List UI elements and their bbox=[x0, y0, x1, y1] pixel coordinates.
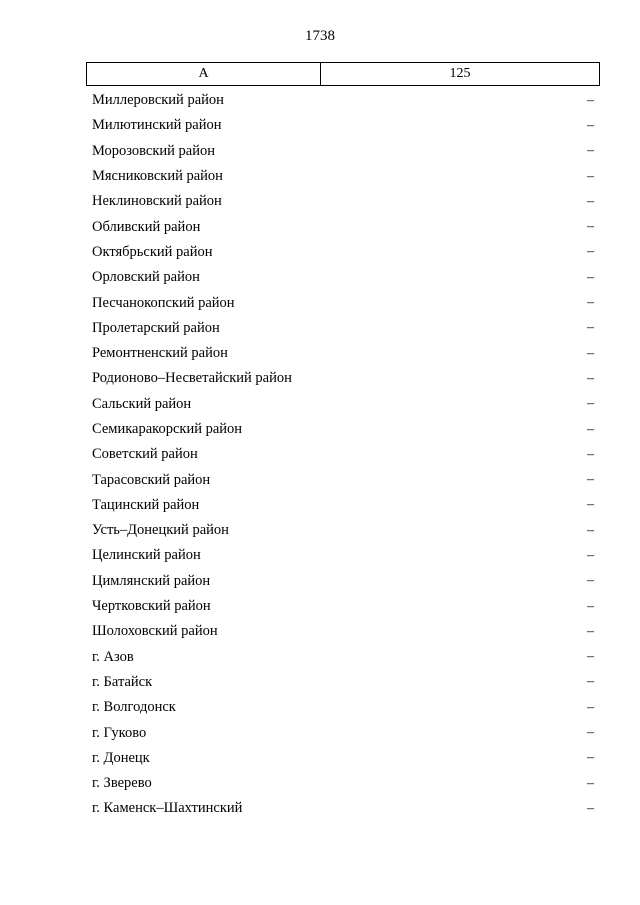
row-value: – bbox=[587, 699, 594, 715]
table-row bbox=[86, 240, 600, 265]
row-value: – bbox=[587, 244, 594, 260]
row-value: – bbox=[587, 117, 594, 133]
row-value: – bbox=[587, 92, 594, 108]
row-name: Семикаракорский район bbox=[92, 421, 243, 437]
row-value: – bbox=[587, 168, 594, 184]
row-name: Обливский район bbox=[92, 218, 201, 235]
row-value: – bbox=[587, 143, 594, 159]
row-name: г. Волгодонск bbox=[92, 699, 176, 716]
row-name: Усть–Донецкий район bbox=[92, 522, 229, 539]
row-value: – bbox=[587, 649, 594, 665]
row-value: – bbox=[587, 370, 594, 386]
table-row bbox=[86, 543, 600, 568]
table-row bbox=[86, 214, 600, 239]
row-name: Ремонтненский район bbox=[92, 345, 228, 362]
row-value: – bbox=[587, 674, 594, 690]
row-value: – bbox=[587, 623, 594, 639]
row-value: – bbox=[587, 396, 594, 412]
table-row bbox=[86, 670, 600, 695]
row-value: – bbox=[587, 295, 594, 311]
table-row bbox=[86, 695, 600, 720]
row-value: – bbox=[587, 750, 594, 766]
table-row bbox=[86, 493, 600, 518]
row-name: Цимлянский район bbox=[92, 572, 211, 589]
row-name: г. Зверево bbox=[92, 775, 152, 792]
row-name: Советский район bbox=[92, 446, 198, 463]
table-row bbox=[86, 417, 600, 442]
row-value: – bbox=[587, 345, 594, 361]
row-name: г. Донецк bbox=[92, 749, 150, 766]
row-name: Тарасовский район bbox=[92, 471, 211, 488]
table-row bbox=[86, 720, 600, 745]
row-name: Чертковский район bbox=[92, 598, 211, 615]
row-value: – bbox=[587, 775, 594, 791]
table-row bbox=[86, 164, 600, 189]
row-value: – bbox=[587, 219, 594, 235]
table-row bbox=[86, 569, 600, 594]
table-row bbox=[86, 518, 600, 543]
table-row bbox=[86, 645, 600, 670]
row-name: Мясниковский район bbox=[92, 168, 223, 185]
row-name: Целинский район bbox=[92, 547, 201, 564]
table-row bbox=[86, 290, 600, 315]
table-row bbox=[86, 467, 600, 492]
table-row bbox=[86, 113, 600, 138]
table-row bbox=[86, 366, 600, 391]
row-value: – bbox=[587, 598, 594, 614]
table-row bbox=[86, 265, 600, 290]
row-value: – bbox=[587, 547, 594, 563]
table-row bbox=[86, 796, 600, 821]
table-row bbox=[86, 442, 600, 467]
table-row bbox=[86, 341, 600, 366]
row-name: Тацинский район bbox=[92, 496, 200, 513]
table-row bbox=[86, 619, 600, 644]
row-value: – bbox=[587, 269, 594, 285]
row-value: – bbox=[587, 472, 594, 488]
row-name: г. Батайск bbox=[92, 673, 153, 690]
row-value: – bbox=[587, 800, 594, 816]
table-header bbox=[86, 62, 600, 86]
table-row bbox=[86, 594, 600, 619]
table-row bbox=[86, 392, 600, 417]
row-value: – bbox=[587, 497, 594, 513]
row-value: – bbox=[587, 446, 594, 462]
row-name: Октябрьский район bbox=[92, 243, 213, 260]
row-name: Орловский район bbox=[92, 269, 200, 286]
row-value: – bbox=[587, 421, 594, 437]
table-row bbox=[86, 88, 600, 113]
table-row bbox=[86, 746, 600, 771]
table-row bbox=[86, 316, 600, 341]
row-name: Милютинский район bbox=[92, 117, 222, 134]
table-row bbox=[86, 771, 600, 796]
row-name: Пролетарский район bbox=[92, 319, 220, 336]
header-cell-a: А bbox=[87, 63, 321, 85]
row-value: – bbox=[587, 573, 594, 589]
row-name: Сальский район bbox=[92, 395, 192, 412]
table-row bbox=[86, 189, 600, 214]
row-value: – bbox=[587, 193, 594, 209]
row-name: г. Гуково bbox=[92, 724, 147, 741]
row-name: Неклиновский район bbox=[92, 193, 222, 210]
row-value: – bbox=[587, 522, 594, 538]
row-name: Родионово–Несветайский район bbox=[92, 370, 292, 387]
row-name: Песчанокопский район bbox=[92, 294, 235, 311]
header-cell-125: 125 bbox=[449, 66, 471, 81]
table-row bbox=[86, 139, 600, 164]
page-number: 1738 bbox=[305, 28, 335, 44]
row-name: г. Азов bbox=[92, 648, 134, 665]
row-name: Морозовский район bbox=[92, 142, 216, 159]
row-name: Миллеровский район bbox=[92, 92, 224, 109]
table-body bbox=[86, 88, 600, 822]
row-value: – bbox=[587, 320, 594, 336]
row-value: – bbox=[587, 725, 594, 741]
row-name: г. Каменск–Шахтинский bbox=[92, 800, 243, 817]
row-name: Шолоховский район bbox=[92, 623, 218, 640]
